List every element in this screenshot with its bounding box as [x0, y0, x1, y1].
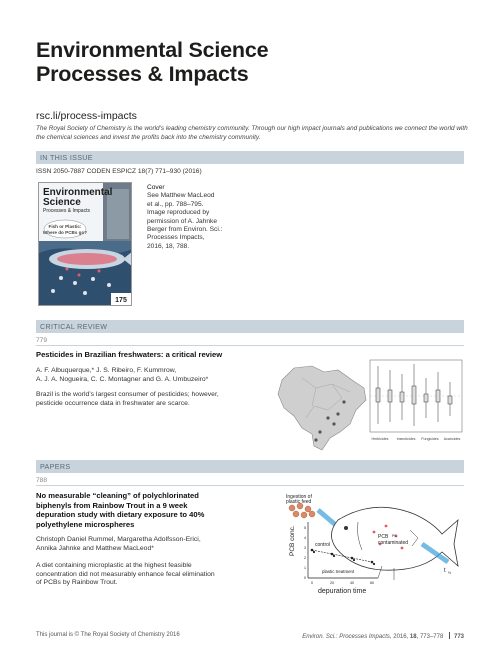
boxplot-label: Insecticides [396, 437, 416, 441]
fig-x-tick: 20 [330, 581, 334, 585]
footer-separator [449, 632, 450, 639]
rsc-intro: The Royal Society of Chemistry is the world’s leading chemistry community. Through our high impact journals and publications we connect the world with the chemical sciences and invest the profits back into the chemistry community. [36, 125, 468, 141]
paper-abstract-line: concentration did not measurably enhance fecal elimination [36, 570, 215, 578]
paper-title-line: biphenyls from Rainbow Trout in a 9 week [36, 500, 188, 510]
cover-image[interactable] [38, 182, 132, 306]
brazil-map-figure [272, 358, 372, 454]
fig-x-tick: 40 [350, 581, 354, 585]
cover-bubble-l1: Fish or Plastic: [48, 224, 82, 229]
paper-abstract-line: A diet containing microplastic at the highest feasible [36, 562, 192, 569]
fig-ingestion-l2: plastic feed [286, 499, 312, 505]
depuration-figure [282, 492, 462, 596]
cover-caption-line: permission of A. Jahnke [147, 217, 218, 225]
footer-citation [302, 632, 464, 640]
fig-plastic-treatment-label: plastic treatment [322, 569, 355, 574]
review-title[interactable]: Pesticides in Brazilian freshwaters: a critical review [36, 350, 223, 359]
papers-bar [36, 460, 464, 473]
paper-authors-line: Annika Jahnke and Matthew MacLeod* [36, 545, 154, 553]
fig-y-tick: 5 [304, 526, 306, 530]
cover-caption-heading: Cover [147, 184, 165, 191]
footer-copyright: This journal is © The Royal Society of Chemistry 2016 [36, 632, 180, 638]
cover-bubble-l2: Where do PCBs go? [42, 230, 88, 235]
paper-title-line: polyethylene microspheres [36, 519, 135, 529]
review-page-number: 779 [36, 337, 48, 344]
paper-title[interactable] [36, 491, 204, 529]
footer-journal: Environ. Sci.: Processes Impacts [302, 634, 390, 640]
boxplot-label: Fungicides [421, 437, 439, 441]
journal-title-line1: Environmental Science [36, 38, 269, 62]
cover-illustration [39, 183, 132, 306]
in-this-issue-heading: IN THIS ISSUE [40, 153, 93, 162]
footer-year: , 2016, [389, 634, 410, 640]
in-this-issue-bar [36, 151, 464, 164]
journal-title-line2: Processes & Impacts [36, 62, 249, 86]
cover-caption-line: 2016, 18, 788. [147, 242, 190, 250]
paper-authors [36, 535, 201, 553]
fig-ingestion-l1: Ingestion of [286, 494, 312, 500]
fig-pcb-l2: contaminated [378, 540, 409, 546]
review-authors [36, 366, 208, 384]
paper-title-line: No measurable “cleaning” of polychlorinated [36, 491, 199, 500]
section-divider [36, 345, 464, 346]
section-divider [36, 485, 464, 486]
cover-caption-line: Image reproduced by [147, 209, 210, 217]
journal-url[interactable]: rsc.li/process-impacts [36, 110, 137, 122]
footer-pages: , 773–778 [416, 634, 444, 640]
critical-review-heading: CRITICAL REVIEW [40, 322, 108, 331]
fig-control-label: control [315, 542, 331, 548]
fig-xlabel: depuration time [318, 588, 367, 595]
cover-caption [147, 184, 229, 251]
issn-line: ISSN 2050-7887 CODEN ESPICZ 18(7) 771–930 (2016) [36, 168, 202, 175]
pesticide-boxplot-figure [366, 356, 464, 448]
fig-x-tick: 60 [370, 581, 374, 585]
fig-ylabel: PCB conc. [289, 525, 296, 556]
boxplot-label: Herbicides [371, 437, 389, 441]
critical-review-bar [36, 320, 464, 333]
journal-title [36, 38, 268, 86]
paper-abstract-line: of PCBs by Rainbow Trout. [36, 579, 118, 587]
fig-y-tick: 3 [304, 546, 306, 550]
fig-t-sub: ½ [448, 571, 451, 575]
cover-caption-line: Processes Impacts, [147, 234, 205, 242]
paper-abstract [36, 562, 215, 588]
cover-title-l1: Environmental [43, 187, 113, 198]
cover-issue-badge: 175 [115, 297, 127, 304]
fig-t-label: t [444, 568, 446, 574]
cover-caption-line: Berger from Environ. Sci.: [147, 226, 223, 234]
paper-title-line: depuration study with dietary exposure to 40% [36, 510, 205, 520]
fig-y-tick: 1 [304, 566, 306, 570]
footer-page-number: 773 [453, 634, 464, 640]
fig-y-tick: 4 [304, 536, 306, 540]
review-abstract-l2: pesticide occurrence data in freshwater are scarce. [36, 399, 190, 407]
review-authors-l2: A. J. A. Nogueira, C. C. Montagner and G. A. Umbuzeiro* [36, 376, 209, 384]
cover-title-l2: Science [43, 197, 81, 208]
review-abstract-l1: Brazil is the world’s largest consumer of pesticides; however, [36, 391, 219, 398]
paper-page-number: 788 [36, 477, 48, 484]
paper-authors-line: Christoph Daniel Rummel, Margaretha Adolfsson-Erici, [36, 536, 201, 543]
cover-caption-line: See Matthew MacLeod [147, 192, 215, 200]
footer-volume: 18 [409, 634, 417, 640]
cover-title-l3: Processes & Impacts [43, 208, 90, 214]
boxplot-label: Acaricides [443, 437, 461, 441]
fig-pcb-l1: PCB [378, 534, 389, 540]
papers-heading: PAPERS [40, 462, 71, 471]
fig-x-tick: 0 [311, 581, 313, 585]
review-abstract [36, 391, 219, 408]
fig-pcb-sub: PC [392, 534, 397, 538]
review-authors-l1: A. F. Albuquerque,* J. S. Ribeiro, F. Kummrow, [36, 367, 177, 374]
fig-y-tick: 2 [304, 556, 306, 560]
cover-caption-line: et al., pp. 788–795. [147, 200, 204, 208]
fig-y-tick: 0 [304, 576, 306, 580]
